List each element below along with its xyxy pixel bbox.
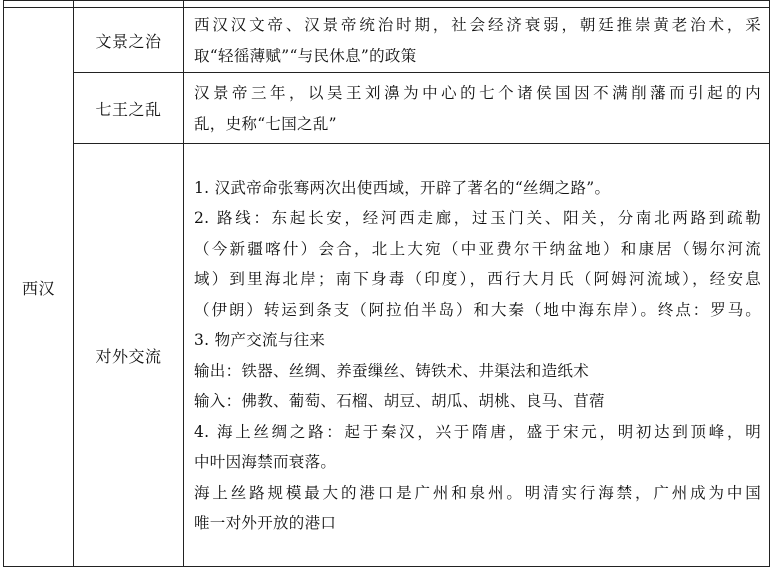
content-line: （伊朗）转运到条支（阿拉伯半岛）和大秦（地中海东岸）。终点：罗马。 — [194, 300, 761, 319]
event-cell-wenjing — [74, 8, 184, 73]
content-line: 2. 路线：东起长安，经河西走廊，过玉门关、阳关，分南北两路到疏勒 — [194, 209, 761, 227]
event-label-external: 对外交流 — [95, 346, 162, 366]
content-block-qiwang — [194, 77, 761, 139]
content-line: 输入：佛教、葡萄、石榴、胡豆、胡瓜、胡桃、良马、苜蓿 — [194, 392, 605, 410]
table-cell-top-event — [74, 1, 184, 8]
event-label-wenjing: 文景之治 — [95, 31, 162, 51]
content-line: 海上丝路规模最大的港口是广州和泉州。明清实行海禁，广州成为中国 — [194, 483, 761, 502]
content-line: 汉景帝三年，以吴王刘濞为中心的七个诸侯国因不满削藩而引起的内 — [194, 84, 761, 102]
history-table — [3, 0, 770, 567]
table-row-qiwang — [4, 73, 770, 144]
content-line: 输出：铁器、丝绸、养蚕缫丝、铸铁术、井渠法和造纸术 — [194, 361, 590, 380]
event-cell-qiwang — [74, 73, 184, 144]
content-line: 乱，史称“七国之乱” — [194, 114, 337, 133]
table-cell-top-dynasty — [4, 1, 74, 8]
table-row-external-exchange — [4, 144, 770, 567]
content-line: 中叶因海禁而衰落。 — [194, 453, 337, 471]
event-cell-external — [74, 144, 184, 567]
content-cell-external — [184, 144, 770, 567]
content-cell-wenjing — [184, 8, 770, 73]
content-line: 域）到里海北岸；南下身毒（印度），西行大月氏（阿姆河流域），经安息 — [194, 270, 761, 288]
dynasty-cell — [4, 8, 74, 567]
content-line: 3. 物产交流与往来 — [194, 331, 326, 349]
content-line: 1. 汉武帝命张骞两次出使西域，开辟了著名的“丝绸之路”。 — [194, 178, 611, 197]
history-table-container — [3, 0, 769, 564]
table-cell-top-content — [184, 1, 770, 8]
dynasty-label: 西汉 — [21, 278, 55, 298]
table-row-top-fragment — [4, 1, 770, 8]
content-line: 唯一对外开放的港口 — [194, 514, 337, 532]
content-line: 取“轻徭薄赋”“与民休息”的政策 — [194, 46, 417, 65]
content-block-wenjing — [194, 9, 761, 71]
event-label-qiwang: 七王之乱 — [95, 99, 162, 119]
content-line: 西汉汉文帝、汉景帝统治时期，社会经济衰弱，朝廷推崇黄老治术，采 — [194, 16, 761, 34]
content-line: 4. 海上丝绸之路：起于秦汉，兴于隋唐，盛于宋元，明初达到顶峰，明 — [194, 422, 761, 441]
content-block-external — [194, 172, 761, 539]
content-line: （今新疆喀什）会合，北上大宛（中亚费尔干纳盆地）和康居（锡尔河流 — [194, 239, 761, 258]
table-row-wenjing — [4, 8, 770, 73]
content-cell-qiwang — [184, 73, 770, 144]
